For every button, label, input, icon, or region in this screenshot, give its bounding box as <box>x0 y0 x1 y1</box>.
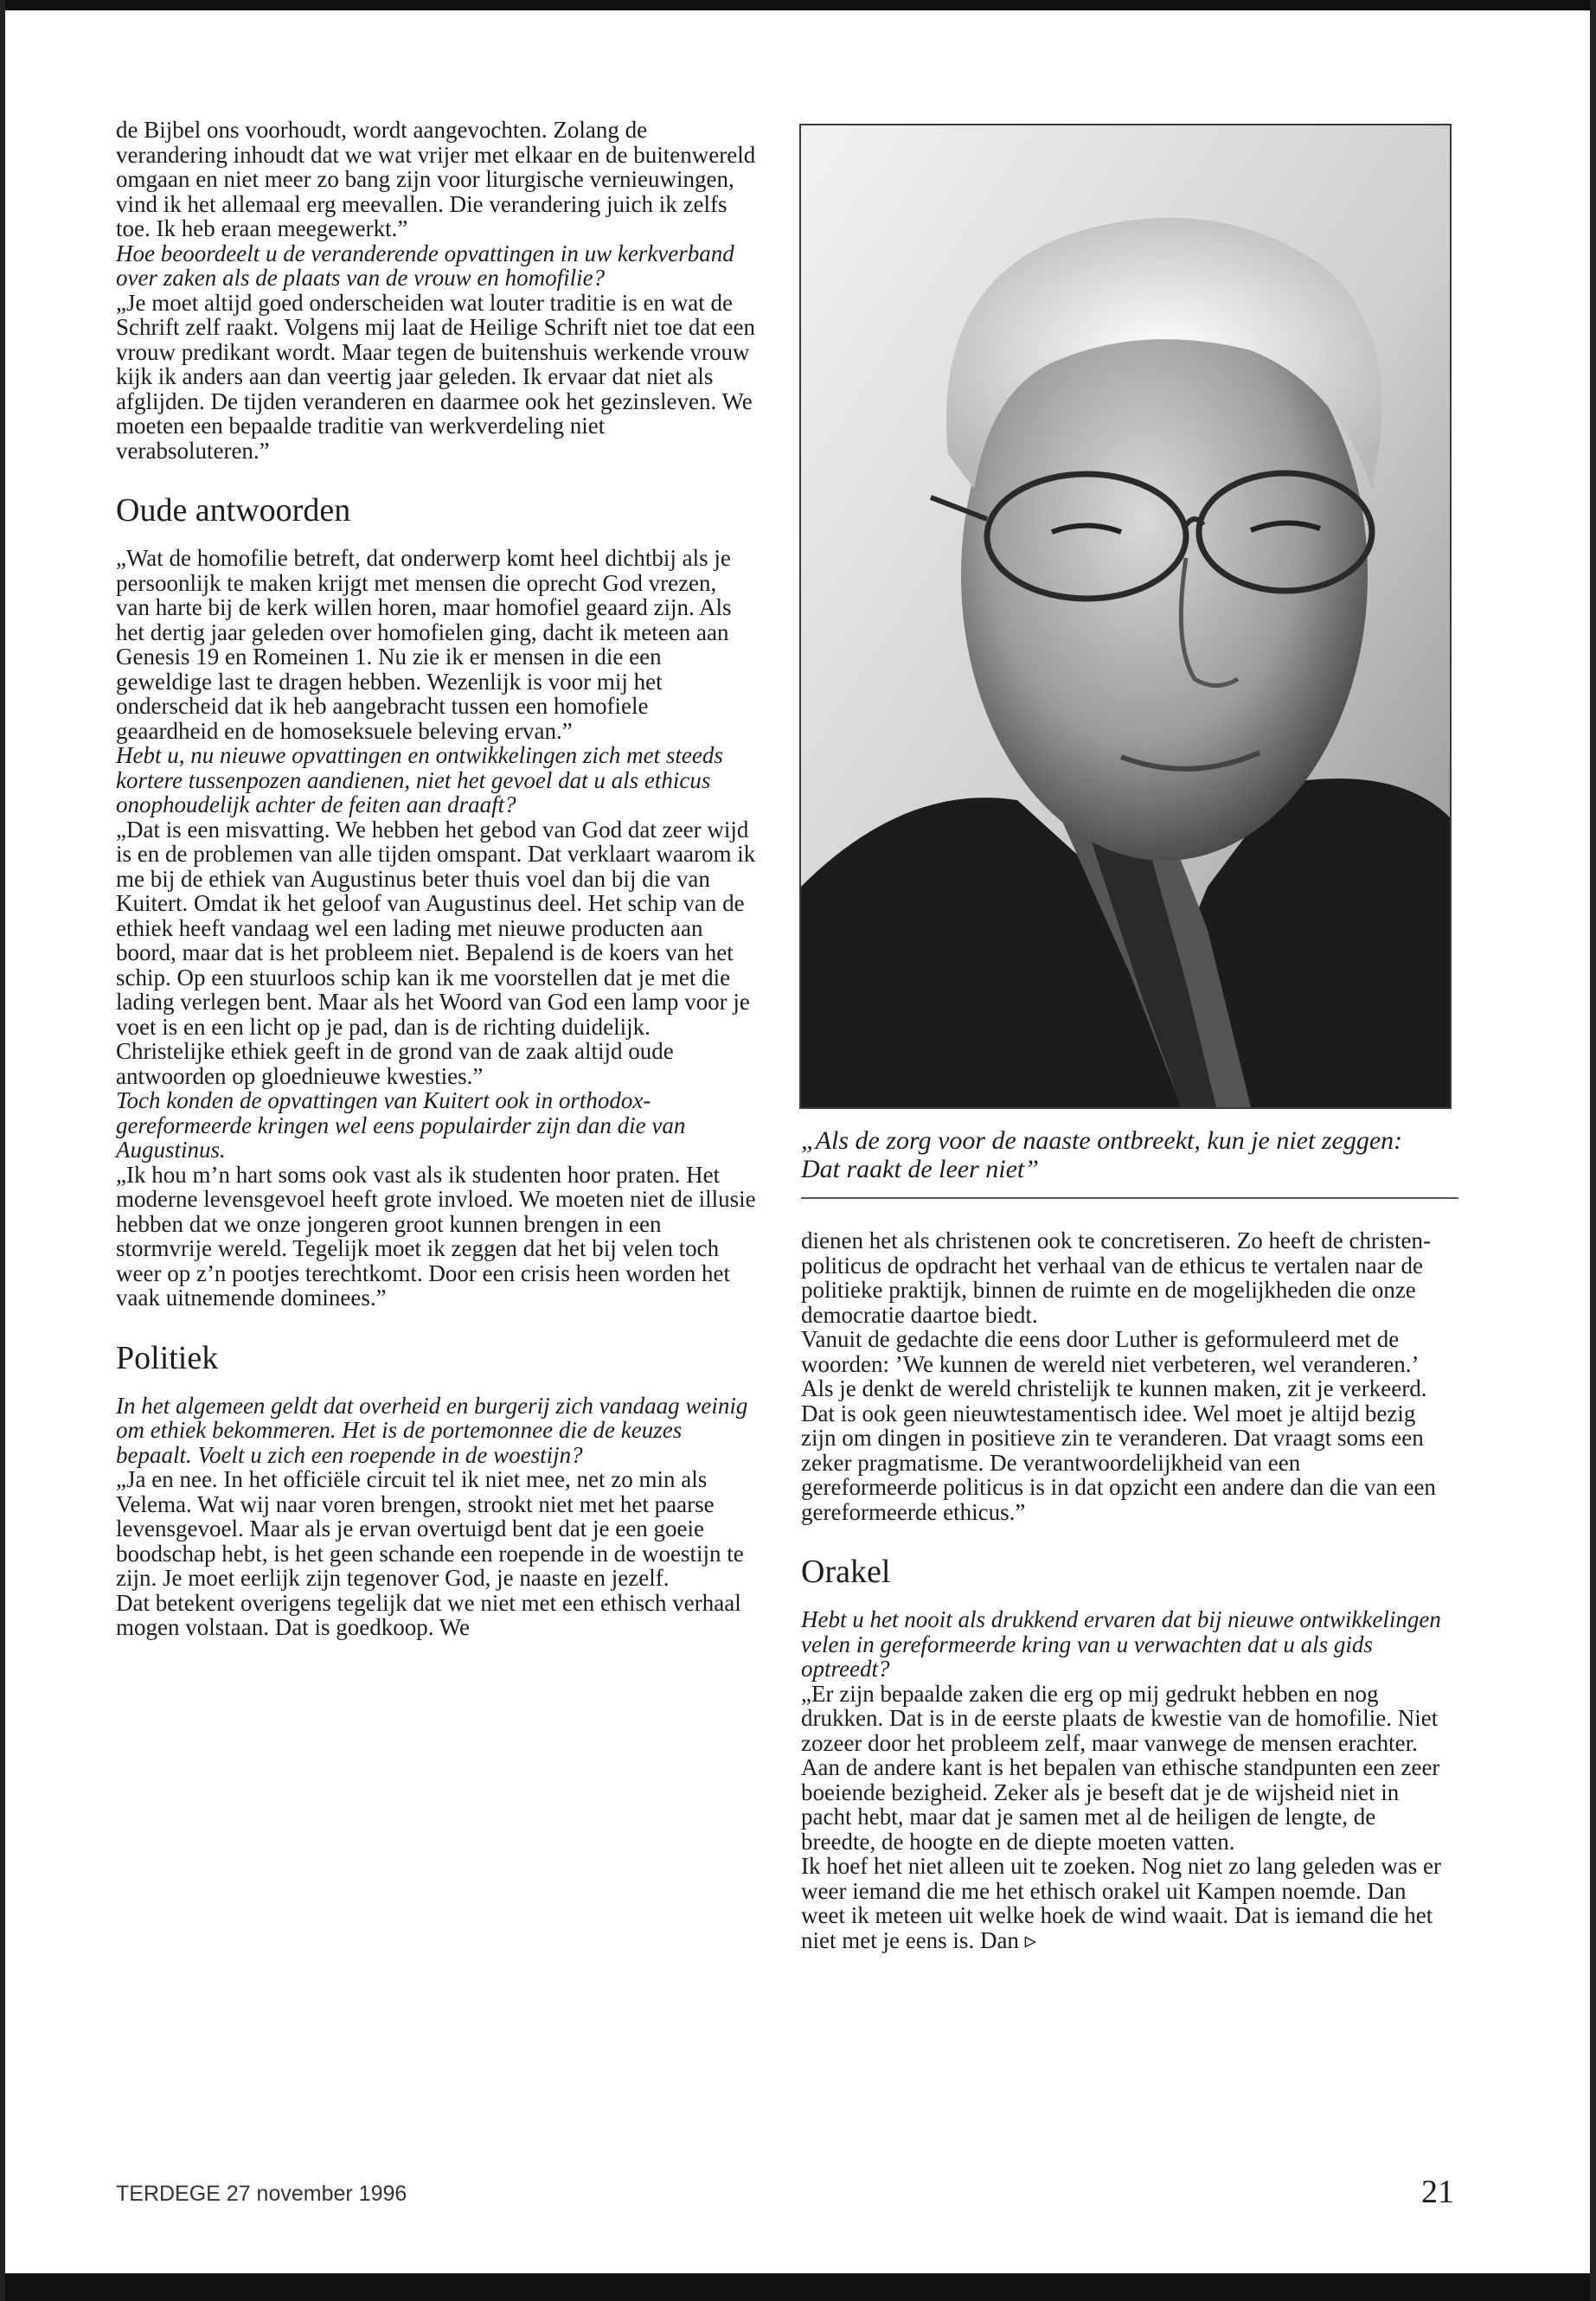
paragraph: „Er zijn bepaalde zaken die erg op mij gedrukt hebben en nog drukken. Dat is in de eerste plaats de kwestie van de homofilie. Niet zozeer door het probleem zelf, maar vanwege de mensen erachter. Aan de andere kant is het bepalen van ethische standpunten een zeer boeiende bezigheid. Zeker als je beseft dat je de wijsheid niet in pacht hebt, maar dat je samen met al de heiligen de lengte, de breedte, de hoogte en de diepte moeten vatten. <box>801 1680 1440 1855</box>
interview-question: Toch konden de opvattingen van Kuitert ook in orthodox-gereformeerde kringen wel eens populairder zijn dan die van Augustinus. <box>116 1087 686 1163</box>
paragraph: dienen het als christenen ook te concretiseren. Zo heeft de christen-politicus de opdracht het verhaal van de ethicus te vertalen naar de politieke praktijk, binnen de ruimte en de mogelijkheden die onze democratie daartoe biedt. <box>801 1227 1431 1328</box>
page-number: 21 <box>1421 2174 1454 2210</box>
paragraph: „Dat is een misvatting. We hebben het gebod van God dat zeer wijd is en de problemen van alle tijden omspant. Dat verklaart waarom ik me bij de ethiek van Augustinus beter thuis voel dan bij die van Kuitert. Omdat ik het geloof van Augustinus deel. Het schip van de ethiek heeft vandaag wel een lading met nieuwe producten aan boord, maar dat is het probleem niet. Bepalend is de koers van het schip. Op een stuurloos schip kan ik me voorstellen dat je met die lading verlegen bent. Maar als het Woord van God een lamp voor je voet is en een licht op je pad, dan is de richting duidelijk. Christelijke ethiek geeft in de grond van de zaak altijd oude antwoorden op gloednieuwe kwesties.” <box>116 816 756 1089</box>
left-column <box>116 118 756 1640</box>
paragraph: Dat betekent overigens tegelijk dat we niet met een ethisch verhaal mogen volstaan. Dat is goedkoop. We <box>116 1589 741 1640</box>
paragraph: Vanuit de gedachte die eens door Luther is geformuleerd met de woorden: ’We kunnen de wereld niet verbeteren, wel veranderen.’ <box>801 1326 1420 1377</box>
interview-question: In het algemeen geldt dat overheid en burgerij zich vandaag weinig om ethiek bekommeren. Het is de portemonnee die de keuzes bepaalt. Voelt u zich een roepende in de woestijn? <box>116 1392 748 1468</box>
paragraph: Als je denkt de wereld christelijk te kunnen maken, zit je verkeerd. Dat is ook geen nieuwtestamentisch idee. Wel moet je altijd bezig zijn om dingen in positieve zin te veranderen. Dat vraagt soms een zeker pragmatisme. De verantwoordelijkheid van een gereformeerde politicus is in dat opzicht een andere dan die van een gereformeerde ethicus.” <box>801 1375 1436 1525</box>
publication-footer: TERDEGE 27 november 1996 <box>116 2182 407 2206</box>
section-heading-oude-antwoorden: Oude antwoorden <box>116 492 351 529</box>
section-heading-politiek: Politiek <box>116 1339 219 1376</box>
right-column <box>801 1228 1441 1952</box>
paragraph: „Wat de homofilie betreft, dat onderwerp komt heel dichtbij als je persoonlijk te maken krijgt met mensen die oprecht God vrezen, van harte bij de kerk willen horen, maar homofiel geaard zijn. Als het dertig jaar geleden over homofielen ging, dacht ik meteen aan Genesis 19 en Romeinen 1. Nu zie ik er mensen in die een geweldige last te dragen hebben. Wezenlijk is voor mij het onderscheid dat ik heb aangebracht tussen een homofiele geaardheid en de homoseksuele beleving ervan.” <box>116 545 732 744</box>
section-heading-orakel: Orakel <box>801 1554 891 1590</box>
paragraph: „Ja en nee. In het officiële circuit tel ik niet mee, net zo min als Velema. Wat wij naar voren brengen, strookt niet met het paarse levensgevoel. Maar als je ervan overtuigd bent dat je een goeie boodschap hebt, is het geen schande een roepende in de woestijn te zijn. Je moet eerlijk zijn tegenover God, je naaste en jezelf. <box>116 1466 744 1591</box>
paragraph: de Bijbel ons voorhoudt, wordt aangevochten. Zolang de verandering inhoudt dat we wat vrijer met elkaar en de buitenwereld omgaan en niet meer zo bang zijn voor liturgische vernieuwingen, vind ik het allemaal erg meevallen. Die verandering juich ik zelfs toe. Ik heb eraan meegewerkt.” <box>116 117 756 241</box>
left-border <box>0 0 5 2301</box>
paragraph: „Ik hou m’n hart soms ook vast als ik studenten hoor praten. Het moderne levensgevoel heeft grote invloed. We moeten niet de illusie hebben dat we onze jongeren groot kunnen brengen in een stormvrije wereld. Tegelijk moet ik zeggen dat het bij velen toch weer op z’n pootjes terechtkomt. Door een crisis heen worden het vaak uitnemende dominees.” <box>116 1161 756 1311</box>
interview-question: Hoe beoordeelt u de veranderende opvattingen in uw kerkverband over zaken als de plaats van de vrouw en homofilie? <box>116 240 734 291</box>
interview-question: Hebt u het nooit als drukkend ervaren dat bij nieuwe ontwikkelingen velen in gereformeerde kring van u verwachten dat u als gids optreedt? <box>801 1606 1441 1682</box>
photo-caption: „Als de zorg voor de naaste ontbreekt, kun je niet zeggen: Dat raakt de leer niet” <box>801 1126 1403 1183</box>
portrait-photo <box>799 124 1452 1109</box>
bottom-border <box>0 2273 1596 2301</box>
paragraph: Ik hoef het niet alleen uit te zoeken. Nog niet zo lang geleden was er weer iemand die me het ethisch orakel uit Kampen noemde. Dan weet ik meteen uit welke hoek de wind waait. Dat is iemand die het niet met je eens is. Dan ▹ <box>801 1853 1441 1953</box>
caption-divider <box>801 1197 1458 1199</box>
portrait-illustration <box>801 125 1450 1107</box>
right-border <box>1590 0 1596 2301</box>
top-border <box>0 0 1596 10</box>
interview-question: Hebt u, nu nieuwe opvattingen en ontwikkelingen zich met steeds kortere tussenpozen aandienen, niet het gevoel dat u als ethicus onophoudelijk achter de feiten aan draaft? <box>116 742 723 817</box>
paragraph: „Je moet altijd goed onderscheiden wat louter traditie is en wat de Schrift zelf raakt. Volgens mij laat de Heilige Schrift niet toe dat een vrouw predikant wordt. Maar tegen de buitenshuis werkende vrouw kijk ik anders aan dan veertig jaar geleden. Ik ervaar dat niet als afglijden. De tijden veranderen en daarmee ook het gezinsleven. We moeten een bepaalde traditie van werkverdeling niet verabsoluteren.” <box>116 289 756 464</box>
